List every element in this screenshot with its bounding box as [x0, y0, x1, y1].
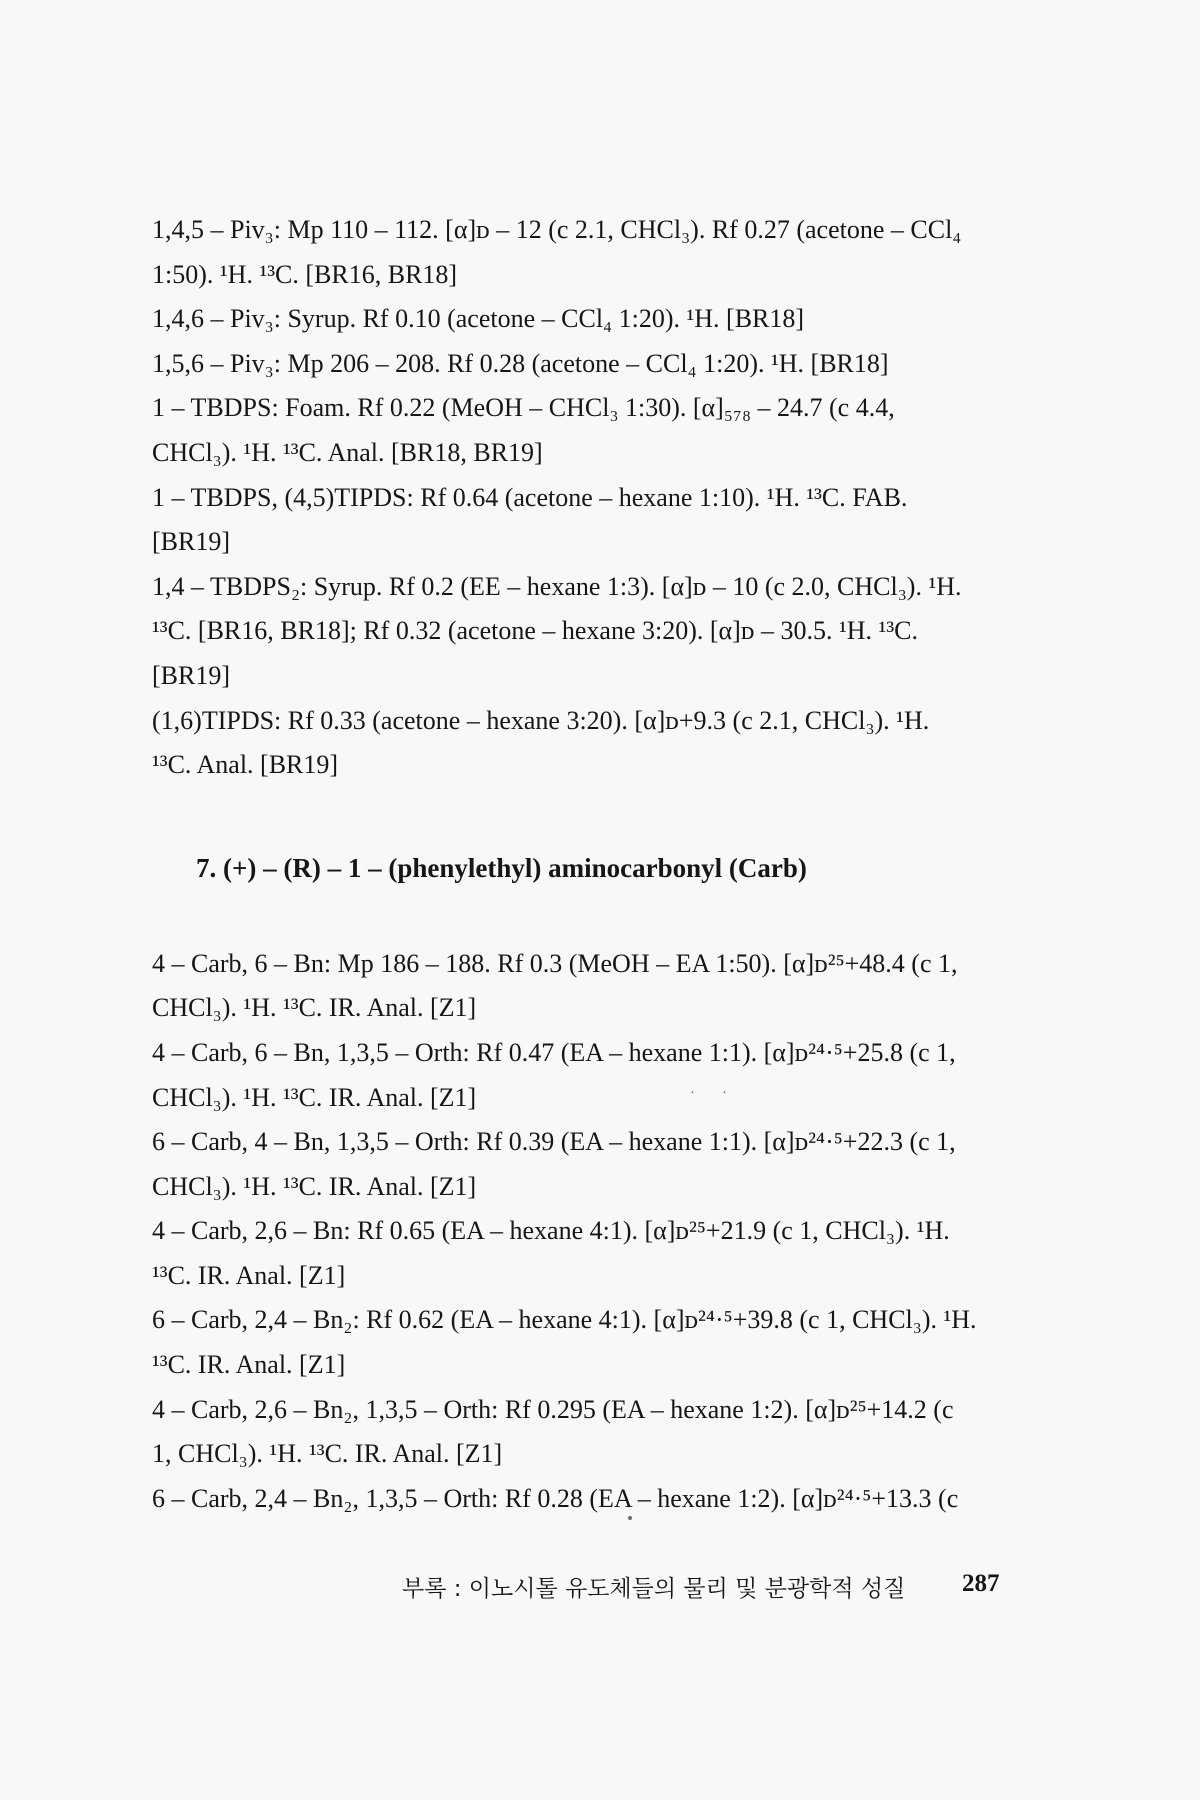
entry-line: 1 – TBDPS, (4,5)TIPDS: Rf 0.64 (acetone – hexane 1:10). ¹H. ¹³C. FAB. — [152, 482, 908, 512]
entry-line: 6 – Carb, 2,4 – Bn₂: Rf 0.62 (EA – hexane 4:1). [α]ᴅ²⁴·⁵+39.8 (c 1, CHCl₃). ¹H. — [152, 1305, 977, 1335]
entry-line: 4 – Carb, 2,6 – Bn: Rf 0.65 (EA – hexane 4:1). [α]ᴅ²⁵+21.9 (c 1, CHCl₃). ¹H. — [152, 1216, 950, 1246]
entry-line: 1 – TBDPS: Foam. Rf 0.22 (MeOH – CHCl₃ 1:30). [α]₅₇₈ – 24.7 (c 4.4, — [152, 393, 895, 423]
entry-line: ¹³C. [BR16, BR18]; Rf 0.32 (acetone – hexane 3:20). [α]ᴅ – 30.5. ¹H. ¹³C. — [152, 616, 918, 646]
entry-line: 1,4 – TBDPS₂: Syrup. Rf 0.2 (EE – hexane 1:3). [α]ᴅ – 10 (c 2.0, CHCl₃). ¹H. — [152, 571, 962, 601]
compound-entry — [152, 476, 1052, 565]
compound-entry — [152, 297, 1052, 342]
entry-line: [BR19] — [152, 527, 230, 557]
entry-line: CHCl₃). ¹H. ¹³C. IR. Anal. [Z1] — [152, 1171, 477, 1201]
entry-line: CHCl₃). ¹H. ¹³C. IR. Anal. [Z1] — [152, 1082, 477, 1112]
entry-line: 6 – Carb, 2,4 – Bn₂, 1,3,5 – Orth: Rf 0.28 (EA – hexane 1:2). [α]ᴅ²⁴·⁵+13.3 (c — [152, 1483, 959, 1513]
section-heading: 7. (+) – (R) – 1 – (phenylethyl) aminocarbonyl (Carb) — [196, 852, 807, 883]
entry-line: 6 – Carb, 4 – Bn, 1,3,5 – Orth: Rf 0.39 (EA – hexane 1:1). [α]ᴅ²⁴·⁵+22.3 (c 1, — [152, 1127, 956, 1157]
entry-line: 1,4,5 – Piv₃: Mp 110 – 112. [α]ᴅ – 12 (c 2.1, CHCl₃). Rf 0.27 (acetone – CCl₄ — [152, 215, 962, 244]
page-number: 287 — [962, 1570, 1000, 1597]
entry-line: CHCl₃). ¹H. ¹³C. Anal. [BR18, BR19] — [152, 437, 543, 467]
compound-entry — [152, 342, 1052, 387]
entry-line: 1,4,6 – Piv₃: Syrup. Rf 0.10 (acetone – CCl₄ 1:20). ¹H. [BR18] — [152, 304, 805, 334]
compound-entry — [152, 208, 1052, 297]
stray-mark — [628, 1516, 632, 1520]
entry-line: ¹³C. Anal. [BR19] — [152, 750, 339, 780]
compound-entry — [152, 1388, 1052, 1477]
compound-entry — [152, 699, 1052, 788]
compound-entry — [152, 1209, 1052, 1298]
footer-title: 부록 : 이노시톨 유도체들의 물리 및 분광학적 성질 — [402, 1576, 906, 1602]
entry-line: 4 – Carb, 2,6 – Bn₂, 1,3,5 – Orth: Rf 0.295 (EA – hexane 1:2). [α]ᴅ²⁵+14.2 (c — [152, 1394, 954, 1424]
entry-line: 1,5,6 – Piv₃: Mp 206 – 208. Rf 0.28 (acetone – CCl₄ 1:20). ¹H. [BR18] — [152, 348, 889, 378]
entry-line: 4 – Carb, 6 – Bn: Mp 186 – 188. Rf 0.3 (MeOH – EA 1:50). [α]ᴅ²⁵+48.4 (c 1, — [152, 948, 958, 978]
compound-entry — [152, 942, 1052, 1031]
page-content — [152, 208, 1052, 1521]
compound-entry — [152, 386, 1052, 475]
compound-entry — [152, 1031, 1052, 1120]
entry-line: [BR19] — [152, 660, 230, 690]
entry-line: 4 – Carb, 6 – Bn, 1,3,5 – Orth: Rf 0.47 (EA – hexane 1:1). [α]ᴅ²⁴·⁵+25.8 (c 1, — [152, 1037, 956, 1067]
entry-line: 1, CHCl₃). ¹H. ¹³C. IR. Anal. [Z1] — [152, 1439, 503, 1469]
entry-line: ¹³C. IR. Anal. [Z1] — [152, 1260, 346, 1290]
compound-entry — [152, 1120, 1052, 1209]
entry-line: CHCl₃). ¹H. ¹³C. IR. Anal. [Z1] — [152, 993, 477, 1023]
entry-line: 1:50). ¹H. ¹³C. [BR16, BR18] — [152, 259, 458, 289]
entry-line: ¹³C. IR. Anal. [Z1] — [152, 1350, 346, 1380]
compound-entry — [152, 565, 1052, 699]
compound-entry — [152, 1477, 1052, 1522]
compound-entry — [152, 1298, 1052, 1387]
stray-mark: · · — [690, 1086, 739, 1101]
entry-line: (1,6)TIPDS: Rf 0.33 (acetone – hexane 3:20). [α]ᴅ+9.3 (c 2.1, CHCl₃). ¹H. — [152, 705, 930, 735]
